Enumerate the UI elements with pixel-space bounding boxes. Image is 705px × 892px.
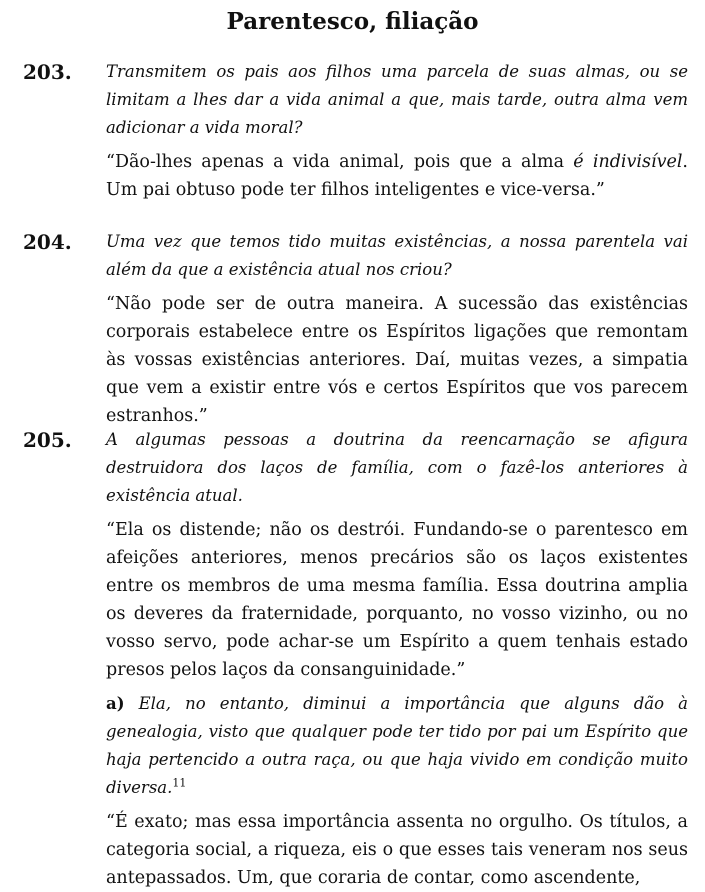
section-title: Parentesco, filiação <box>226 8 479 35</box>
answer-text-part: . Um pai obtuso pode ter filhos inteligentes e vice-versa.” <box>106 152 688 200</box>
question-body <box>106 58 688 204</box>
question-text: A algumas pessoas a doutrina da reencarnação se afigura destruidora dos laços de família, com o fazê-los anteriores à existência atual. <box>106 430 688 505</box>
question-number: 204. <box>23 230 72 254</box>
question-text: Transmitem os pais aos filhos uma parcela de suas almas, ou se limitam a lhes dar a vida animal a que, mais tarde, outra alma vem adicionar a vida moral? <box>106 62 688 137</box>
question-text: Uma vez que temos tido muitas existências, a nossa parentela vai além da que a existência atual nos criou? <box>106 232 688 279</box>
question-body <box>106 426 688 892</box>
sub-question-label: a) <box>106 694 125 713</box>
sub-question-text: Ela, no entanto, diminui a importância que alguns dão à genealogia, visto que qualquer pode ter tido por pai um Espírito que haja pertencido a outra raça, ou que haja vivido em condição muito diversa. <box>106 694 689 797</box>
answer-text-part: “Dão-lhes apenas a vida animal, pois que a alma <box>106 152 574 172</box>
question-number: 205. <box>23 428 72 452</box>
answer-text: “Não pode ser de outra maneira. A sucessão das existências corporais estabelece entre os Espíritos ligações que remontam às vossas existências anteriores. Daí, muitas vezes, a simpatia que vem a existir entre vós e certos Espíritos que vos parecem estranhos.” <box>106 294 688 426</box>
sub-answer-text: “É exato; mas essa importância assenta no orgulho. Os títulos, a categoria social, a riqueza, eis o que esses tais veneram nos seus antepassados. Um, que coraria de contar, como ascendente, <box>106 812 688 888</box>
answer-text <box>106 148 688 204</box>
sub-question <box>106 690 688 802</box>
answer-text: “Ela os distende; não os destrói. Fundando-se o parentesco em afeições anteriores, menos precários são os laços existentes entre os membros de uma mesma família. Essa doutrina amplia os deveres da fraternidade, porquanto, no vosso vizinho, ou no vosso servo, pode achar-se um Espírito a quem tenhais estado presos pelos laços da consanguinidade.” <box>106 520 688 680</box>
footnote-reference[interactable]: 11 <box>172 776 187 790</box>
question-number: 203. <box>23 60 72 84</box>
question-body <box>106 228 688 430</box>
answer-emphasis: é indivisível <box>573 152 683 172</box>
